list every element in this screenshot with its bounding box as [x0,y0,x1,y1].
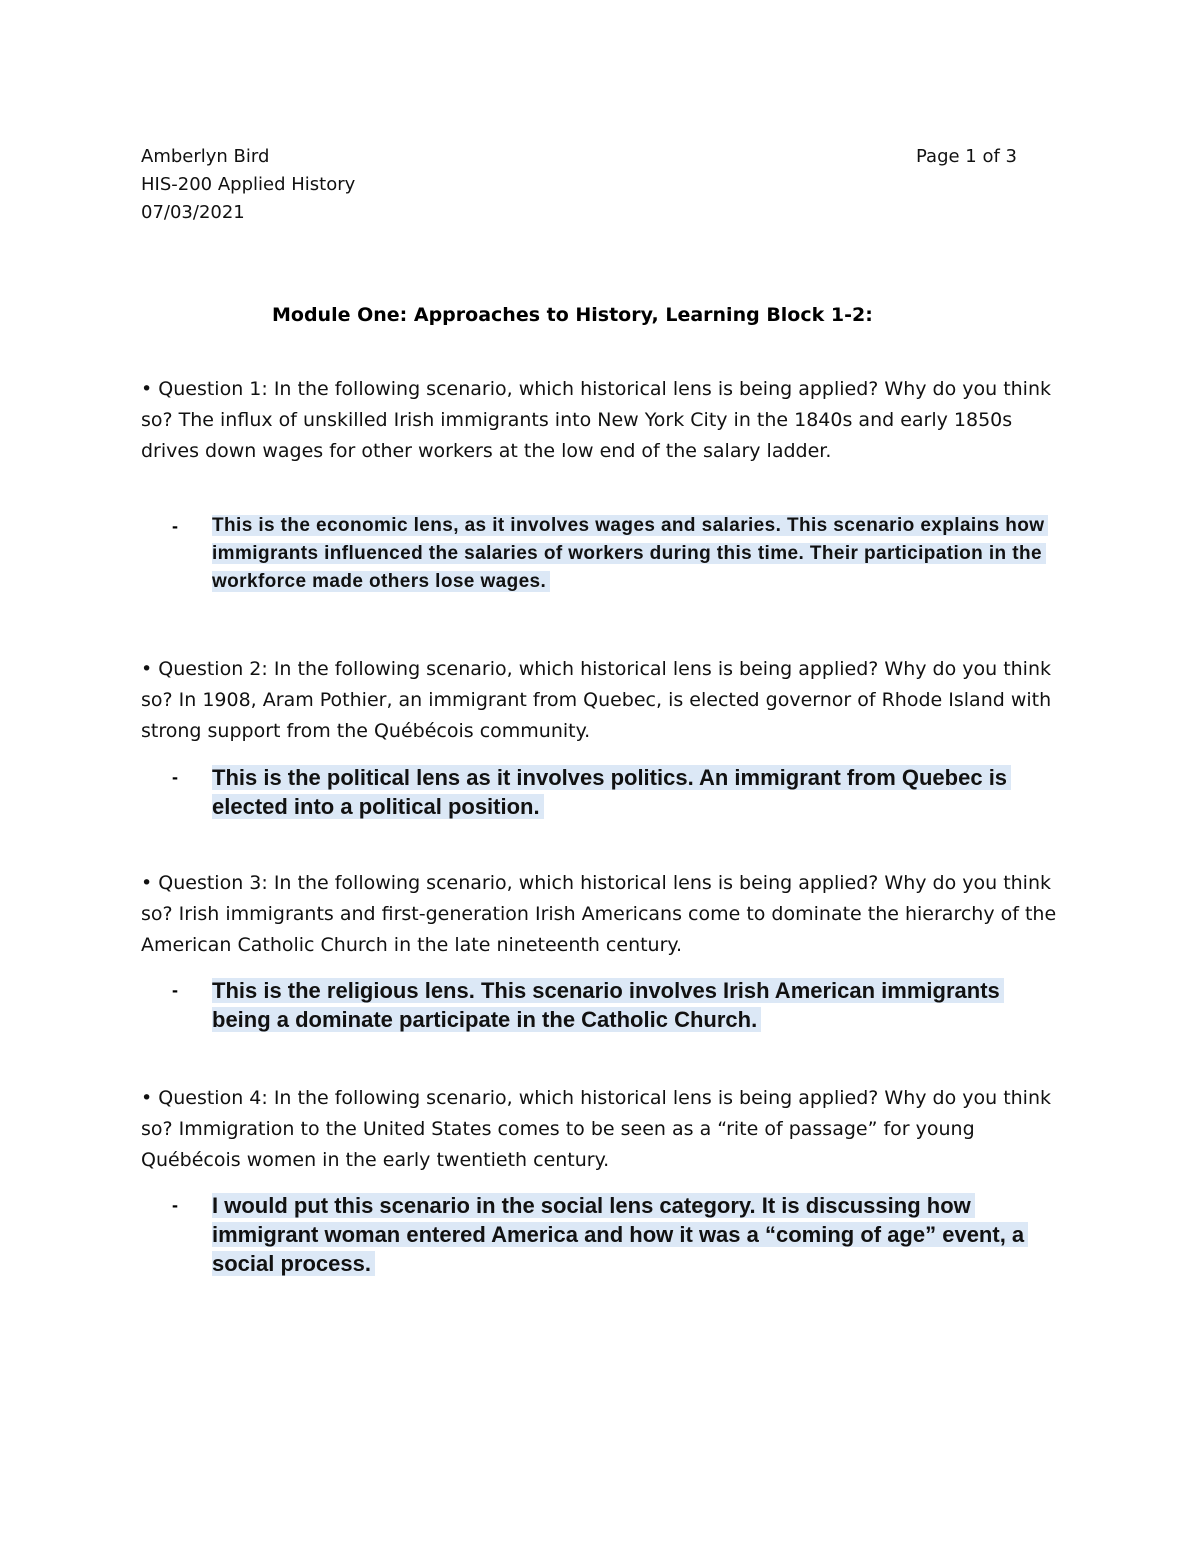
question-2-text: Question 2: In the following scenario, which historical lens is being applied? Why do you think so? In 1908, Aram Pothier, an immigrant from Quebec, is elected governor of Rhode Island with strong support from the Québécois community. [141,658,1052,742]
dash-icon: - [172,980,178,1000]
question-4 [141,1083,1061,1176]
question-2 [141,654,1061,747]
bullet-icon: • [141,872,153,894]
page-title: Module One: Approaches to History, Learning Block 1-2: [272,304,873,326]
dash-icon: - [172,516,178,536]
bullet-icon: • [141,1087,153,1109]
author-name: Amberlyn Bird [141,146,270,167]
bullet-icon: • [141,378,153,400]
question-3-text: Question 3: In the following scenario, which historical lens is being applied? Why do you think so? Irish immigrants and first-generation Irish Americans come to dominate the hierarchy of the American Catholic Church in the late nineteenth century. [141,872,1057,956]
question-1-text: Question 1: In the following scenario, which historical lens is being applied? Why do you think so? The influx of unskilled Irish immigrants into New York City in the 1840s and early 1850s drives down wages for other workers at the low end of the salary ladder. [141,378,1052,462]
bullet-icon: • [141,658,153,680]
answer-4-text: I would put this scenario in the social lens category. It is discussing how immigrant woman entered America and how it was a “coming of age” event, a social process. [212,1193,1028,1276]
question-1 [141,374,1061,467]
page-number: Page 1 of 3 [916,146,1017,167]
answer-1-text: This is the economic lens, as it involves wages and salaries. This scenario explains how immigrants influenced the salaries of workers during this time. Their participation in the workforce made others lose wages. [212,515,1048,592]
dash-icon: - [172,767,178,787]
answer-2-text: This is the political lens as it involves politics. An immigrant from Quebec is elected into a political position. [212,765,1011,819]
course-name: HIS-200 Applied History [141,174,356,195]
question-3 [141,868,1061,961]
dash-icon: - [172,1195,178,1215]
answer-3-text: This is the religious lens. This scenario involves Irish American immigrants being a dominate participate in the Catholic Church. [212,978,1004,1032]
question-4-text: Question 4: In the following scenario, which historical lens is being applied? Why do you think so? Immigration to the United States comes to be seen as a “rite of passage” for young Québécois women in the early twentieth century. [141,1087,1052,1171]
document-date: 07/03/2021 [141,202,245,223]
